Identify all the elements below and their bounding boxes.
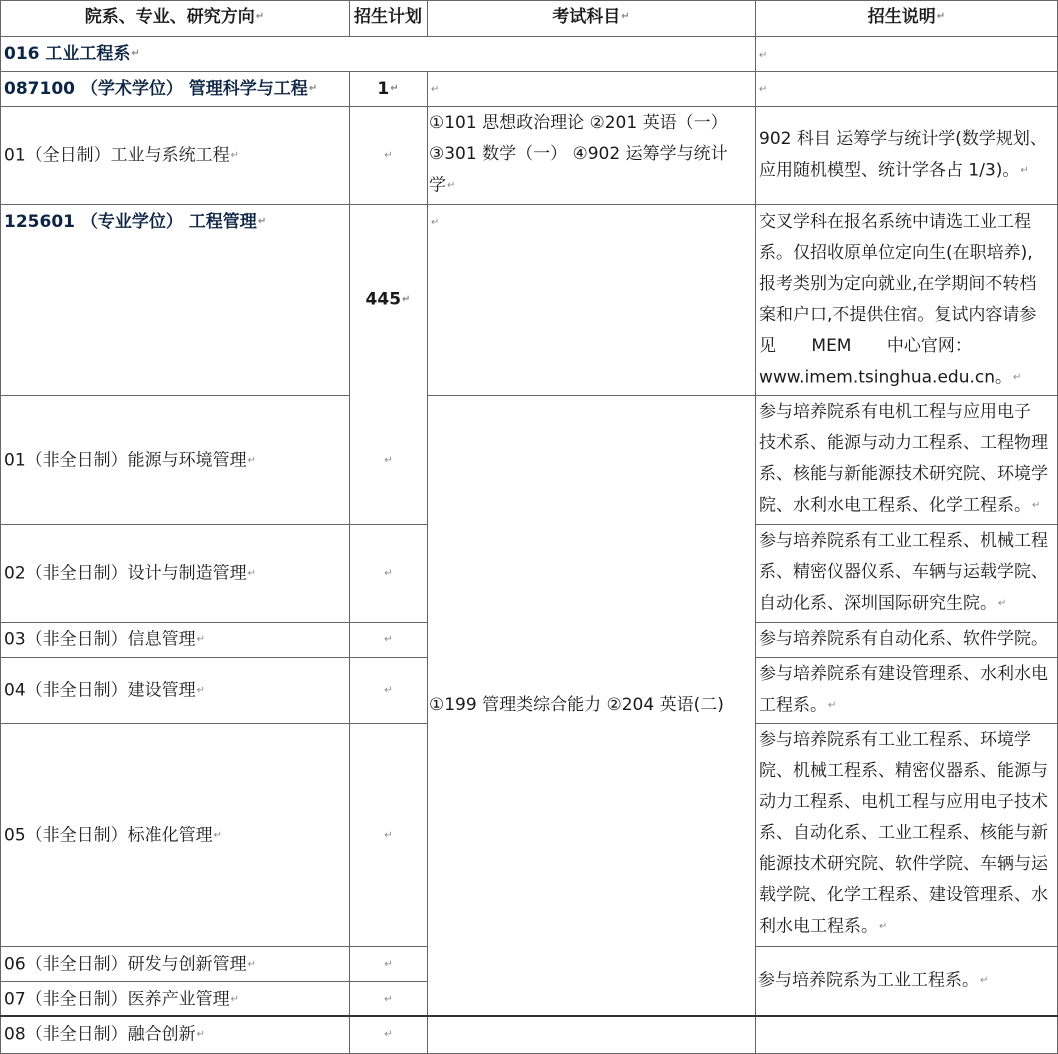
note-line: 利水电工程系。↵	[759, 916, 888, 937]
direction-087100-01-exam	[427, 108, 755, 204]
para-mark-icon: ↵	[936, 11, 946, 22]
grid-line	[0, 204, 1058, 205]
note-line: 见 MEM 中心官网：	[759, 336, 972, 356]
para-mark-icon: ↵	[1032, 500, 1041, 511]
grid-line	[755, 524, 1058, 525]
grid-line	[755, 946, 1058, 947]
grid-line	[0, 622, 427, 623]
note-line: www.imem.tsinghua.edu.cn。↵	[759, 367, 1022, 388]
grid-line	[0, 1015, 1058, 1017]
header-plan: 招生计划	[354, 7, 422, 27]
program-125601-exam-empty	[430, 207, 439, 239]
grid-line	[427, 0, 428, 37]
grid-line	[0, 395, 349, 396]
note-line: 交叉学科在报名系统中请选工业工程	[759, 212, 1031, 232]
direction-06-name: 06（非全日制）研发与创新管理↵	[4, 954, 257, 975]
direction-03-name: 03（非全日制）信息管理↵	[4, 629, 206, 650]
grid-line	[0, 106, 1058, 107]
grid-line	[0, 36, 1058, 37]
note-line: 参与培养院系有工业工程系、机械工程	[759, 531, 1048, 551]
direction-087100-01-plan-empty	[349, 140, 427, 172]
para-mark-icon: ↵	[196, 634, 206, 645]
note-line: 技术系、能源与动力工程系、工程物理	[759, 433, 1048, 453]
shared-exam-subjects: ①199 管理类综合能力 ②204 英语(二)	[429, 695, 724, 715]
direction-04-name: 04（非全日制）建设管理↵	[4, 680, 206, 701]
para-mark-icon: ↵	[1020, 165, 1029, 176]
grid-line	[0, 0, 1058, 1]
note-line: 应用随机模型、统计学各占 1/3)。↵	[759, 160, 1029, 181]
direction-04-plan-empty	[349, 675, 427, 707]
direction-05-note	[755, 725, 1058, 945]
para-mark-icon: ↵	[213, 830, 223, 841]
direction-05-plan-empty	[349, 820, 427, 852]
grid-line	[0, 657, 427, 658]
note-line: 902 科目 运筹学与统计学(数学规划、	[759, 129, 1047, 149]
direction-02-name: 02（非全日制）设计与制造管理↵	[4, 563, 257, 584]
direction-06-07-note: 参与培养院系为工业工程系。↵	[758, 970, 989, 991]
para-mark-icon: ↵	[431, 217, 440, 228]
direction-01-note	[755, 397, 1058, 524]
exam-line: 学↵	[429, 175, 456, 196]
program-087100-name: 087100 （学术学位） 管理科学与工程↵	[4, 79, 318, 99]
para-mark-icon: ↵	[384, 994, 393, 1005]
program-125601-name: 125601 （专业学位） 工程管理↵	[4, 212, 267, 232]
grid-line	[755, 657, 1058, 658]
direction-07-name: 07（非全日制）医养产业管理↵	[4, 989, 240, 1010]
para-mark-icon: ↵	[247, 959, 257, 970]
direction-02-plan-empty	[349, 558, 427, 590]
direction-04-note	[755, 659, 1058, 722]
note-line: 参与培养院系有工业工程系、环境学	[759, 730, 1031, 750]
department-note-empty	[758, 40, 767, 72]
para-mark-icon: ↵	[247, 568, 257, 579]
note-line: 报考类别为定向就业,在学期间不转档	[759, 274, 1037, 294]
para-mark-icon: ↵	[759, 50, 768, 61]
grid-line	[427, 395, 1058, 396]
direction-01-plan-empty	[349, 445, 427, 477]
direction-02-note	[755, 526, 1058, 622]
direction-08-name: 08（非全日制）融合创新↵	[4, 1024, 206, 1045]
grid-line	[0, 981, 427, 982]
program-087100-note-empty	[758, 74, 767, 106]
grid-line	[349, 72, 350, 1054]
note-line: 动力工程系、电机工程与应用电子技术	[759, 792, 1048, 812]
direction-03-note: 参与培养院系有自动化系、软件学院。	[759, 629, 1048, 649]
para-mark-icon: ↵	[390, 83, 399, 94]
note-line: 院、水利水电工程系、化学工程系。↵	[759, 495, 1041, 516]
grid-line	[755, 622, 1058, 623]
program-125601-note	[755, 206, 1058, 395]
header-exam: 考试科目↵	[552, 7, 630, 27]
para-mark-icon: ↵	[308, 83, 318, 94]
para-mark-icon: ↵	[447, 180, 456, 191]
exam-line: ③301 数学（一） ④902 运筹学与统计	[429, 144, 728, 164]
direction-05-name: 05（非全日制）标准化管理↵	[4, 825, 223, 846]
para-mark-icon: ↵	[384, 455, 393, 466]
grid-line	[755, 723, 1058, 724]
note-line: 参与培养院系有电机工程与应用电子	[759, 402, 1031, 422]
para-mark-icon: ↵	[196, 685, 206, 696]
note-line: 自动化系、深圳国际研究生院。↵	[759, 593, 1007, 614]
para-mark-icon: ↵	[384, 1029, 393, 1040]
para-mark-icon: ↵	[1013, 372, 1022, 383]
para-mark-icon: ↵	[247, 455, 257, 466]
para-mark-icon: ↵	[980, 975, 989, 986]
para-mark-icon: ↵	[384, 959, 393, 970]
header-notes: 招生说明↵	[867, 7, 946, 27]
department-label: 016 工业工程系↵	[4, 44, 140, 64]
direction-087100-01-note	[755, 108, 1058, 204]
para-mark-icon: ↵	[828, 700, 837, 711]
para-mark-icon: ↵	[998, 598, 1007, 609]
para-mark-icon: ↵	[257, 216, 267, 227]
grid-line	[427, 72, 428, 1054]
grid-line	[0, 524, 427, 525]
para-mark-icon: ↵	[196, 1029, 206, 1040]
program-125601-plan: 445↵	[365, 289, 411, 310]
note-line: 院、机械工程系、精密仪器系、能源与	[759, 761, 1048, 781]
para-mark-icon: ↵	[621, 11, 630, 22]
para-mark-icon: ↵	[230, 150, 240, 161]
para-mark-icon: ↵	[402, 294, 411, 305]
direction-07-plan-empty	[349, 984, 427, 1016]
para-mark-icon: ↵	[431, 84, 440, 95]
note-line: 载学院、化学工程系、建设管理系、水	[759, 885, 1048, 905]
grid-line	[349, 0, 350, 37]
para-mark-icon: ↵	[384, 568, 393, 579]
note-line: 能源技术研究院、软件学院、车辆与运	[759, 854, 1048, 874]
exam-line: ①101 思想政治理论 ②201 英语（一）	[429, 113, 728, 133]
note-line: 系、精密仪器仪系、车辆与运载学院、	[759, 562, 1048, 582]
direction-08-plan-empty	[349, 1019, 427, 1051]
note-line: 参与培养院系有建设管理系、水利水电	[759, 664, 1048, 684]
para-mark-icon: ↵	[384, 150, 393, 161]
para-mark-icon: ↵	[384, 634, 393, 645]
para-mark-icon: ↵	[384, 685, 393, 696]
note-line: 系、核能与新能源技术研究院、环境学	[759, 464, 1048, 484]
note-line: 系。仅招收原单位定向生(在职培养),	[759, 243, 1033, 263]
program-087100-plan: 1↵	[377, 79, 399, 99]
note-line: 系、自动化系、工业工程系、核能与新	[759, 823, 1048, 843]
direction-087100-01-name: 01（全日制）工业与系统工程↵	[4, 145, 240, 166]
direction-01-name: 01（非全日制）能源与环境管理↵	[4, 450, 257, 471]
para-mark-icon: ↵	[879, 921, 888, 932]
para-mark-icon: ↵	[384, 830, 393, 841]
grid-line	[755, 0, 756, 1054]
program-087100-exam-empty	[430, 74, 439, 106]
grid-line	[0, 723, 427, 724]
para-mark-icon: ↵	[759, 84, 768, 95]
grid-line	[0, 946, 427, 947]
para-mark-icon: ↵	[255, 11, 265, 22]
direction-06-plan-empty	[349, 949, 427, 981]
para-mark-icon: ↵	[131, 48, 140, 59]
note-line: 案和户口,不提供住宿。复试内容请参	[759, 305, 1037, 325]
header-direction: 院系、专业、研究方向↵	[84, 7, 265, 27]
para-mark-icon: ↵	[230, 994, 240, 1005]
direction-03-plan-empty	[349, 624, 427, 656]
grid-line	[0, 0, 1, 1054]
note-line: 工程系。↵	[759, 695, 837, 716]
grid-line	[0, 71, 1058, 72]
